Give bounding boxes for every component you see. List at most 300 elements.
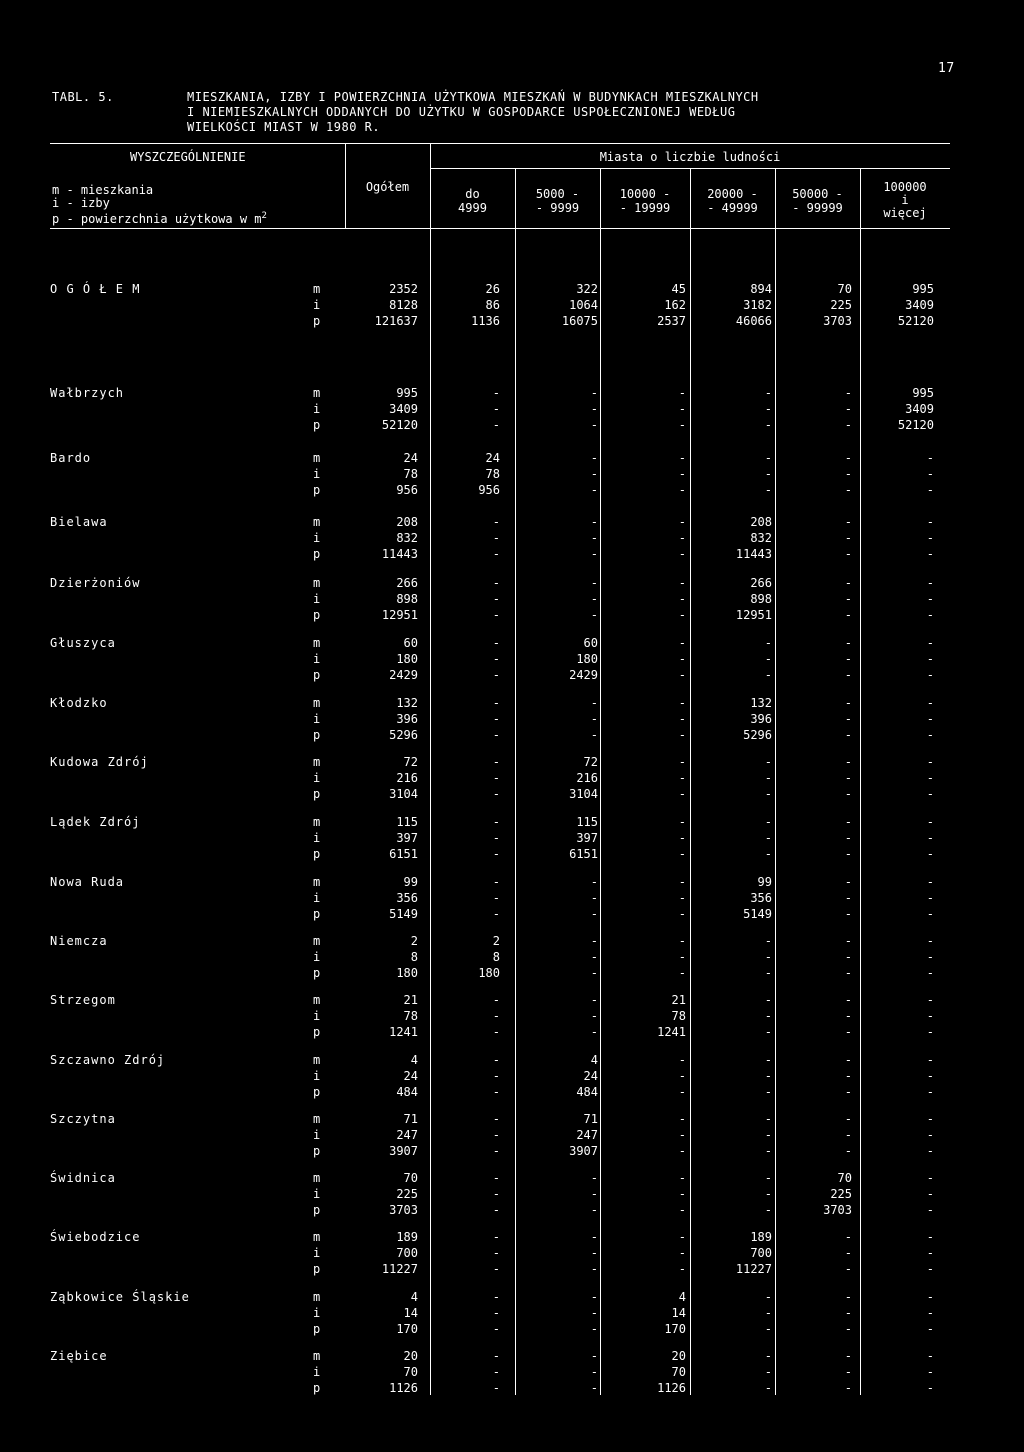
table-cell: 225 (830, 1187, 852, 1201)
table-cell: - (492, 1290, 500, 1304)
table-cell: - (844, 1128, 852, 1142)
table-cell: - (844, 592, 852, 606)
row-indicator: i (313, 652, 321, 666)
table-cell: 24 (485, 451, 500, 465)
table-cell: 5296 (389, 728, 418, 742)
table-cell: - (764, 652, 772, 666)
table-cell: - (678, 847, 686, 861)
table-cell: - (678, 696, 686, 710)
table-cell: - (492, 1144, 500, 1158)
legend-izby: i - izby (52, 196, 110, 210)
table-cell: - (590, 467, 598, 481)
table-cell: 1136 (471, 314, 500, 328)
table-cell: - (764, 1085, 772, 1099)
row-indicator: i (313, 592, 321, 606)
table-cell: - (678, 386, 686, 400)
table-cell: - (764, 1053, 772, 1067)
table-cell: 180 (396, 652, 418, 666)
table-cell: - (492, 592, 500, 606)
table-cell: - (590, 402, 598, 416)
table-cell: - (926, 966, 934, 980)
row-indicator: p (313, 907, 321, 921)
table-cell: - (764, 418, 772, 432)
row-indicator: p (313, 1025, 321, 1039)
table-cell: - (590, 907, 598, 921)
table-cell: 1126 (389, 1381, 418, 1395)
table-cell: - (844, 712, 852, 726)
table-cell: - (844, 787, 852, 801)
table-cell: 1064 (569, 298, 598, 312)
table-cell: 396 (396, 712, 418, 726)
table-cell: 247 (576, 1128, 598, 1142)
table-cell: - (844, 636, 852, 650)
table-cell: 170 (396, 1322, 418, 1336)
table-cell: - (926, 831, 934, 845)
table-cell: 52120 (381, 418, 418, 432)
table-cell: - (590, 451, 598, 465)
size-class-header: 10000 - (619, 187, 671, 201)
table-cell: 70 (671, 1365, 686, 1379)
table-cell: 180 (396, 966, 418, 980)
table-cell: 1126 (657, 1381, 686, 1395)
table-cell: 995 (396, 386, 418, 400)
table-cell: - (678, 652, 686, 666)
row-indicator: p (313, 1381, 321, 1395)
table-cell: - (844, 831, 852, 845)
row-indicator: m (313, 755, 321, 769)
table-cell: 3182 (743, 298, 772, 312)
table-title-line-2: I NIEMIESZKALNYCH ODDANYCH DO UŻYTKU W GOSPODARCE USPOŁECZNIONEJ WEDŁUG (187, 105, 736, 119)
table-cell: - (926, 531, 934, 545)
table-cell: 832 (396, 531, 418, 545)
table-cell: - (844, 934, 852, 948)
row-label: O G Ó Ł E M (50, 282, 141, 296)
size-class-header: do (465, 187, 480, 201)
table-cell: - (764, 993, 772, 1007)
table-cell: - (492, 531, 500, 545)
table-cell: - (764, 402, 772, 416)
table-cell: - (590, 1306, 598, 1320)
table-cell: 956 (396, 483, 418, 497)
row-label: Ziębice (50, 1349, 108, 1363)
size-class-header: 50000 - (792, 187, 843, 201)
table-cell: 1241 (657, 1025, 686, 1039)
table-cell: - (678, 1112, 686, 1126)
row-indicator: i (313, 402, 321, 416)
row-indicator: i (313, 1009, 321, 1023)
table-cell: 45 (671, 282, 686, 296)
table-cell: 8128 (389, 298, 418, 312)
table-cell: - (590, 1349, 598, 1363)
table-cell: - (926, 1306, 934, 1320)
table-cell: - (678, 966, 686, 980)
table-cell: 189 (750, 1230, 772, 1244)
table-cell: - (492, 386, 500, 400)
row-indicator: i (313, 1128, 321, 1142)
table-cell: - (590, 696, 598, 710)
table-cell: - (764, 1365, 772, 1379)
table-cell: - (764, 1144, 772, 1158)
row-indicator: i (313, 467, 321, 481)
table-cell: - (590, 1322, 598, 1336)
table-cell: - (590, 608, 598, 622)
table-cell: - (590, 1290, 598, 1304)
table-cell: 11443 (735, 547, 772, 561)
table-cell: 396 (750, 712, 772, 726)
table-cell: - (844, 1009, 852, 1023)
table-cell: - (678, 950, 686, 964)
table-cell: - (678, 418, 686, 432)
table-cell: - (926, 787, 934, 801)
row-label: Świdnica (50, 1171, 116, 1185)
table-cell: - (492, 1322, 500, 1336)
table-cell: - (764, 950, 772, 964)
table-cell: - (926, 847, 934, 861)
table-cell: - (926, 815, 934, 829)
table-cell: - (678, 636, 686, 650)
table-cell: - (926, 547, 934, 561)
table-cell: 8 (492, 950, 500, 964)
table-cell: - (844, 386, 852, 400)
table-cell: - (678, 467, 686, 481)
table-cell: - (678, 787, 686, 801)
table-cell: - (764, 787, 772, 801)
table-cell: 132 (396, 696, 418, 710)
size-class-header: 100000 (883, 180, 927, 194)
table-cell: - (844, 668, 852, 682)
table-cell: - (844, 1025, 852, 1039)
table-cell: - (844, 771, 852, 785)
table-cell: - (844, 1262, 852, 1276)
table-cell: - (844, 875, 852, 889)
table-cell: - (678, 1069, 686, 1083)
table-cell: 70 (837, 282, 852, 296)
table-cell: - (678, 1262, 686, 1276)
table-cell: 5296 (743, 728, 772, 742)
row-label: Kłodzko (50, 696, 108, 710)
table-cell: - (844, 1246, 852, 1260)
table-cell: 11227 (735, 1262, 772, 1276)
table-cell: 60 (583, 636, 598, 650)
table-cell: - (764, 1187, 772, 1201)
table-cell: 86 (485, 298, 500, 312)
table-cell: - (926, 592, 934, 606)
table-cell: - (492, 847, 500, 861)
table-cell: 3703 (823, 314, 852, 328)
table-cell: - (844, 907, 852, 921)
table-cell: - (844, 755, 852, 769)
table-cell: - (492, 831, 500, 845)
table-cell: - (844, 1322, 852, 1336)
table-cell: - (844, 1306, 852, 1320)
table-cell: - (844, 608, 852, 622)
column-rule (430, 143, 431, 1395)
row-label: Lądek Zdrój (50, 815, 141, 829)
table-cell: - (492, 608, 500, 622)
row-label: Wałbrzych (50, 386, 125, 400)
row-indicator: m (313, 282, 321, 296)
table-cell: - (764, 815, 772, 829)
table-cell: - (590, 386, 598, 400)
table-cell: - (926, 993, 934, 1007)
table-cell: 6151 (569, 847, 598, 861)
table-cell: - (492, 728, 500, 742)
table-cell: - (844, 1230, 852, 1244)
table-cell: - (926, 1171, 934, 1185)
table-cell: - (678, 1053, 686, 1067)
row-label: Świebodzice (50, 1230, 141, 1244)
table-cell: - (764, 1069, 772, 1083)
table-cell: 78 (485, 467, 500, 481)
table-cell: - (926, 1112, 934, 1126)
table-cell: - (492, 1262, 500, 1276)
column-rule (515, 168, 516, 1395)
table-cell: - (492, 696, 500, 710)
table-cell: - (678, 1144, 686, 1158)
table-cell: - (492, 1381, 500, 1395)
table-cell: - (764, 483, 772, 497)
table-cell: 3907 (389, 1144, 418, 1158)
row-indicator: i (313, 950, 321, 964)
table-cell: - (590, 891, 598, 905)
table-cell: - (678, 755, 686, 769)
table-cell: - (492, 1187, 500, 1201)
row-indicator: m (313, 1349, 321, 1363)
table-cell: - (764, 386, 772, 400)
table-cell: - (492, 1171, 500, 1185)
table-cell: 5149 (389, 907, 418, 921)
table-cell: - (492, 402, 500, 416)
size-class-header: więcej (883, 206, 927, 220)
table-cell: - (764, 847, 772, 861)
table-cell: 16075 (561, 314, 598, 328)
table-cell: - (678, 608, 686, 622)
table-cell: 99 (403, 875, 418, 889)
table-cell: - (764, 1349, 772, 1363)
table-cell: - (590, 1025, 598, 1039)
row-label: Strzegom (50, 993, 116, 1007)
table-cell: - (844, 891, 852, 905)
table-cell: 20 (671, 1349, 686, 1363)
table-cell: - (492, 1053, 500, 1067)
table-cell: 14 (403, 1306, 418, 1320)
table-cell: 322 (576, 282, 598, 296)
table-cell: - (590, 1262, 598, 1276)
table-cell: - (844, 1349, 852, 1363)
table-cell: - (844, 547, 852, 561)
row-indicator: m (313, 386, 321, 400)
table-cell: 956 (478, 483, 500, 497)
table-cell: - (492, 1246, 500, 1260)
row-indicator: m (313, 636, 321, 650)
table-cell: - (492, 668, 500, 682)
table-cell: - (844, 993, 852, 1007)
table-cell: 115 (576, 815, 598, 829)
table-cell: - (492, 755, 500, 769)
table-cell: 78 (403, 467, 418, 481)
row-indicator: i (313, 891, 321, 905)
stub-header: WYSZCZEGÓLNIENIE (130, 150, 246, 164)
row-indicator: m (313, 1053, 321, 1067)
table-cell: - (926, 1365, 934, 1379)
row-indicator: p (313, 1144, 321, 1158)
table-cell: - (492, 1349, 500, 1363)
table-cell: 2429 (569, 668, 598, 682)
table-cell: - (678, 451, 686, 465)
table-cell: - (844, 1069, 852, 1083)
table-cell: 208 (750, 515, 772, 529)
table-cell: - (926, 1009, 934, 1023)
table-title-line-3: WIELKOŚCI MIAST W 1980 R. (187, 120, 381, 134)
table-cell: 26 (485, 282, 500, 296)
table-cell: - (492, 1009, 500, 1023)
table-cell: 3907 (569, 1144, 598, 1158)
table-cell: 225 (396, 1187, 418, 1201)
table-cell: 78 (403, 1009, 418, 1023)
table-cell: - (764, 451, 772, 465)
row-indicator: i (313, 1306, 321, 1320)
table-cell: - (678, 1187, 686, 1201)
row-indicator: i (313, 1187, 321, 1201)
table-cell: 397 (396, 831, 418, 845)
table-cell: - (926, 467, 934, 481)
column-rule (345, 143, 346, 228)
table-cell: - (492, 815, 500, 829)
page-number: 17 (938, 61, 955, 76)
table-cell: - (926, 608, 934, 622)
size-class-header: 20000 - (707, 187, 758, 201)
size-class-header: 4999 (458, 201, 487, 215)
table-cell: 11443 (381, 547, 418, 561)
size-class-header: - 99999 (792, 201, 843, 215)
row-indicator: p (313, 418, 321, 432)
table-cell: - (492, 576, 500, 590)
table-cell: 180 (576, 652, 598, 666)
table-cell: - (590, 993, 598, 1007)
row-indicator: m (313, 1290, 321, 1304)
table-cell: - (926, 1128, 934, 1142)
row-indicator: p (313, 608, 321, 622)
table-cell: - (764, 1322, 772, 1336)
table-cell: - (492, 418, 500, 432)
table-cell: 208 (396, 515, 418, 529)
table-cell: 995 (912, 386, 934, 400)
table-cell: - (678, 771, 686, 785)
table-cell: - (492, 1306, 500, 1320)
column-rule (775, 168, 776, 1395)
row-label: Bardo (50, 451, 92, 465)
row-indicator: p (313, 314, 321, 328)
table-cell: - (678, 1230, 686, 1244)
table-cell: 995 (912, 282, 934, 296)
row-label: Ząbkowice Śląskie (50, 1290, 190, 1304)
row-label: Bielawa (50, 515, 108, 529)
table-cell: - (926, 515, 934, 529)
table-cell: - (844, 515, 852, 529)
table-cell: - (590, 934, 598, 948)
table-cell: - (678, 712, 686, 726)
table-cell: 356 (396, 891, 418, 905)
table-cell: - (926, 771, 934, 785)
size-class-header: - 19999 (619, 201, 671, 215)
table-cell: 3104 (569, 787, 598, 801)
table-cell: - (678, 531, 686, 545)
row-label: Szczawno Zdrój (50, 1053, 166, 1067)
table-cell: 70 (403, 1365, 418, 1379)
table-cell: 24 (403, 1069, 418, 1083)
table-cell: - (764, 1203, 772, 1217)
table-cell: 115 (396, 815, 418, 829)
table-cell: - (926, 875, 934, 889)
table-cell: - (590, 875, 598, 889)
table-cell: - (926, 1053, 934, 1067)
table-cell: - (678, 1171, 686, 1185)
table-cell: - (926, 934, 934, 948)
table-cell: 225 (830, 298, 852, 312)
table-cell: 71 (403, 1112, 418, 1126)
row-label: Szczytna (50, 1112, 116, 1126)
table-cell: - (678, 815, 686, 829)
table-cell: - (678, 831, 686, 845)
table-cell: - (844, 950, 852, 964)
table-cell: - (764, 1306, 772, 1320)
row-indicator: i (313, 831, 321, 845)
table-cell: - (678, 1203, 686, 1217)
table-cell: 4 (590, 1053, 598, 1067)
table-cell: - (844, 467, 852, 481)
table-cell: - (926, 1069, 934, 1083)
table-cell: - (926, 1025, 934, 1039)
row-indicator: p (313, 728, 321, 742)
table-cell: - (926, 1290, 934, 1304)
table-cell: - (492, 1230, 500, 1244)
row-indicator: p (313, 1322, 321, 1336)
size-class-header: - 49999 (707, 201, 758, 215)
table-cell: 3104 (389, 787, 418, 801)
column-rule (860, 168, 861, 1395)
row-indicator: m (313, 1171, 321, 1185)
table-cell: - (926, 1246, 934, 1260)
table-cell: 3703 (389, 1203, 418, 1217)
table-cell: - (492, 891, 500, 905)
table-cell: - (764, 1128, 772, 1142)
row-indicator: m (313, 451, 321, 465)
table-cell: - (844, 531, 852, 545)
table-cell: - (764, 1381, 772, 1395)
table-top-rule (50, 143, 950, 144)
table-cell: 24 (583, 1069, 598, 1083)
table-cell: - (926, 1322, 934, 1336)
table-cell: - (678, 891, 686, 905)
row-indicator: m (313, 993, 321, 1007)
table-cell: - (926, 696, 934, 710)
table-cell: 21 (403, 993, 418, 1007)
table-cell: 4 (410, 1290, 418, 1304)
table-header-bottom-rule (50, 228, 950, 229)
table-cell: 21 (671, 993, 686, 1007)
table-cell: - (590, 531, 598, 545)
table-cell: - (844, 418, 852, 432)
table-cell: - (926, 907, 934, 921)
table-cell: - (764, 771, 772, 785)
table-cell: 2 (410, 934, 418, 948)
table-cell: - (764, 1112, 772, 1126)
row-indicator: i (313, 1246, 321, 1260)
table-cell: - (590, 547, 598, 561)
table-cell: - (844, 815, 852, 829)
table-cell: 216 (396, 771, 418, 785)
table-cell: - (492, 907, 500, 921)
